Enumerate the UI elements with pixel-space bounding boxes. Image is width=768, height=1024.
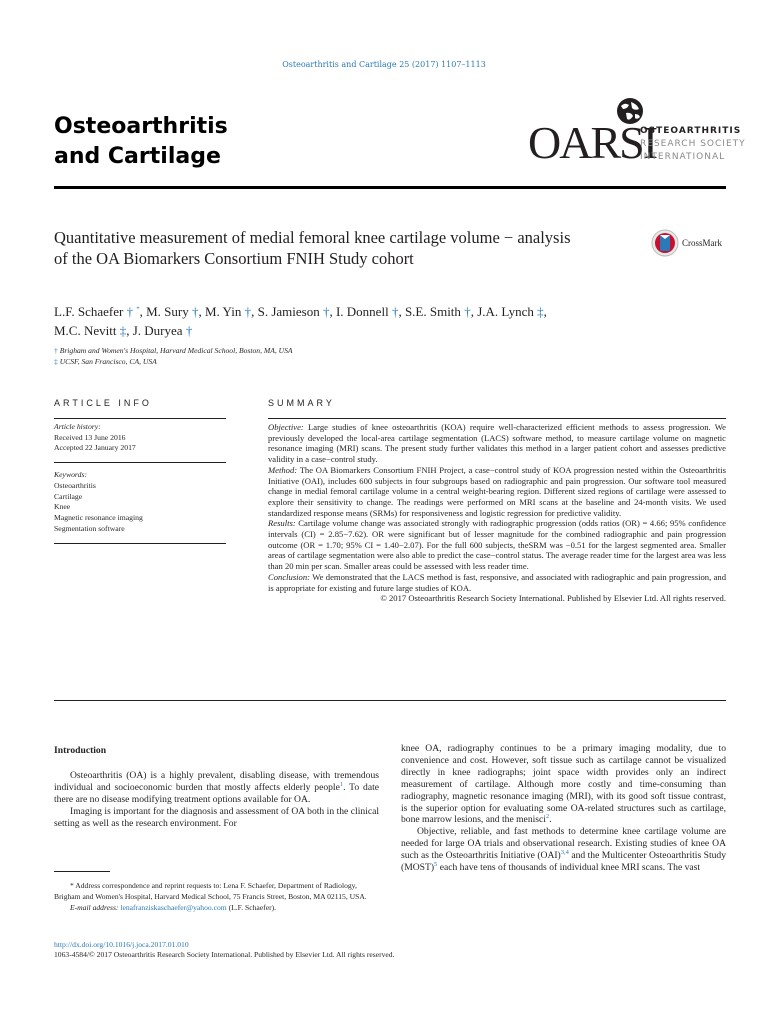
summary-method: Method: The OA Biomarkers Consortium FNIH Project, a case−control study of KOA progression nested within the Osteoarthritis Initiative (OAI), includes 600 subjects in four subgroups based on radiographic and pain progression. Our software tool measured change in medial femoral cartilage volume in a central weight-bearing region. Different sized regions of cartilage were assessed to explore their sensitivity to change. The readings were performed on MRI scans at the baseline and 24-month visits. We used standardized response means (SRMs) for responsiveness and logistic regression for predictive validity. [268,464,726,518]
affiliation-link[interactable]: ‡ [537,304,544,319]
reference-link[interactable]: 5 [434,860,438,868]
issn-copyright: 1063-4584/© 2017 Osteoarthritis Research Society International. Published by Elsevier Ltd. All rights reserved. [54,950,395,959]
keyword: Segmentation software [54,523,125,533]
affiliation-link[interactable]: † [322,304,330,319]
affiliation-link[interactable]: † [126,304,134,319]
reference-link[interactable]: 1 [339,780,344,788]
oarsi-text-line3: INTERNATIONAL [640,152,726,162]
received-date: Received 13 June 2016 [54,432,126,442]
body-column-left [54,770,379,830]
affiliation-link[interactable]: † [185,323,193,338]
section-divider [54,700,726,701]
corresponding-mark[interactable]: * [136,305,140,313]
paragraph: Objective, reliable, and fast methods to determine knee cartilage volume are needed for large OA trials and observational research. Existing studies of knee OA such as the Osteoarthritis Initiative (OAI)$^{3,4}$ and the Multicenter Osteoarthritis Study (MOST)$^5$ each have tens of thousands of individual knee MRI scans. The vast [401,826,726,874]
footnote [54,880,379,913]
keywords [54,470,143,535]
email-link[interactable]: lenafranziskaschaefer@yahoo.com [120,903,227,912]
author: J.A. Lynch ‡, [477,304,547,319]
paragraph: knee OA, radiography continues to be a primary imaging modality, due to convenience and cost. However, soft tissue such as cartilage cannot be visualized directly in knee radiographs; joint space width provides only an indirect measurement of cartilage. Although more costly and time-consuming than radiography, magnetic resonance imaging (MRI), with its good soft tissue contrast, is the superior option for evaluating some OA-related structures such as cartilage, bone marrow lesions, and the menisci$^2$. [401,743,726,826]
oarsi-logo: OARSI [528,117,657,168]
summary-copyright: © 2017 Osteoarthritis Research Society International. Published by Elsevier Ltd. All rights reserved. [380,593,726,604]
affiliation-link[interactable]: ‡ [119,323,127,338]
journal-title [54,112,228,172]
keyword: Osteoarthritis [54,480,96,490]
affiliation-link[interactable]: † [464,304,471,319]
reference-link[interactable]: 3,4 [560,848,569,856]
footnote-divider [54,871,110,872]
keyword: Cartilage [54,491,83,501]
affiliations [54,345,293,367]
crossmark-icon [651,229,679,257]
crossmark-button[interactable] [651,229,722,257]
journal-citation-link[interactable]: Osteoarthritis and Cartilage 25 (2017) 1107–1113 [282,60,486,69]
author: J. Duryea † [132,323,193,338]
journal-title-line1: Osteoarthritis [54,114,228,139]
author: S.E. Smith †, [404,304,478,319]
oarsi-logo-text [640,125,746,164]
keywords-label: Keywords: [54,470,88,479]
article-history [54,422,136,454]
journal-title-line2: and Cartilage [54,144,221,169]
author: L.F. Schaefer † *, [54,304,147,319]
introduction-heading: Introduction [54,745,107,756]
summary-results: Results: Cartilage volume change was associated strongly with radiographic progression (odds ratios (OR) = 4.66; 95% confidence intervals (CI) = 2.85−7.62). OR were significant but of lesser magnitude for the combined radiographic and pain progression outcome (OR = 1.70; 95% CI = 1.40−2.07). For the full 600 subjects, theSRM was −0.51 for the largest segmented area. Smaller areas of cartilage segmentation were also able to predict the case−control status. The average reader time for the largest area was less than 20 min per scan. Smaller areas could be assessed with less reader time. [268,518,726,572]
keyword: Knee [54,502,71,512]
affiliation-link[interactable]: † [244,304,252,319]
oarsi-text-line2: RESEARCH SOCIETY [640,139,746,149]
author-list [54,302,694,340]
doi-link[interactable]: http://dx.doi.org/10.1016/j.joca.2017.01.010 [54,940,189,949]
summary-conclusion: Conclusion: We demonstrated that the LACS method is fast, responsive, and associated with radiographic and pain progression, and is appropriate for existing and future large studies of KOA. [268,571,726,593]
oarsi-text-line1: OSTEOARTHRITIS [640,126,742,136]
footnote-email: E-mail address: lenafranziskaschaefer@yahoo.com (L.F. Schaefer). [70,903,277,912]
affiliation-link[interactable]: † [391,304,399,319]
affiliation: ‡ UCSF, San Francisco, CA, USA [54,357,157,366]
keyword: Magnetic resonance imaging [54,513,143,523]
summary-objective: Objective: Large studies of knee osteoarthritis (KOA) require well-characterized efficient methods to assess progression. We previously developed the local-area cartilage segmentation (LACS) software method, to measure cartilage volume on magnetic resonance imaging (MRI) scans. The present study further validates this method in a larger patient cohort and assesses predictive validity in a case−control study. [268,422,726,465]
author: S. Jamieson †, [257,304,336,319]
divider [268,418,726,419]
author: M.C. Nevitt ‡, [54,323,133,338]
reference-link[interactable]: 2 [545,813,550,821]
article-title: Quantitative measurement of medial femoral knee cartilage volume − analysis of the OA Biomarkers Consortium FNIH Study cohort [54,228,571,268]
accepted-date: Accepted 22 January 2017 [54,443,136,452]
paragraph: Osteoarthritis (OA) is a highly prevalent, disabling disease, with tremendous individual and socioeconomic burden that mostly affects elderly people$^1$. To date there are no disease modifying treatment options available for OA. [54,770,379,805]
summary-heading: SUMMARY [268,398,335,408]
history-label: Article history: [54,422,101,431]
author: M. Yin †, [204,304,258,319]
footnote-address: * Address correspondence and reprint requests to: Lena F. Schaefer, Department of Radiology, Brigham and Women's Hospital, Harvard Medical School, 75 Francis Street, Boston, MA 02115, USA. [54,881,367,901]
affiliation: † Brigham and Women's Hospital, Harvard Medical School, Boston, MA, USA [54,346,293,355]
author: M. Sury †, [146,304,205,319]
divider [54,543,226,544]
crossmark-label: CrossMark [682,238,722,248]
body-column-right [401,743,726,874]
author: I. Donnell †, [335,304,405,319]
paragraph: Imaging is important for the diagnosis and assessment of OA both in the clinical setting as well as the research environment. For [54,805,379,829]
summary-body [268,422,726,604]
divider [54,418,226,419]
divider [54,462,226,463]
article-info-heading: ARTICLE INFO [54,398,152,408]
header-divider [54,186,726,189]
affiliation-link[interactable]: † [191,304,199,319]
